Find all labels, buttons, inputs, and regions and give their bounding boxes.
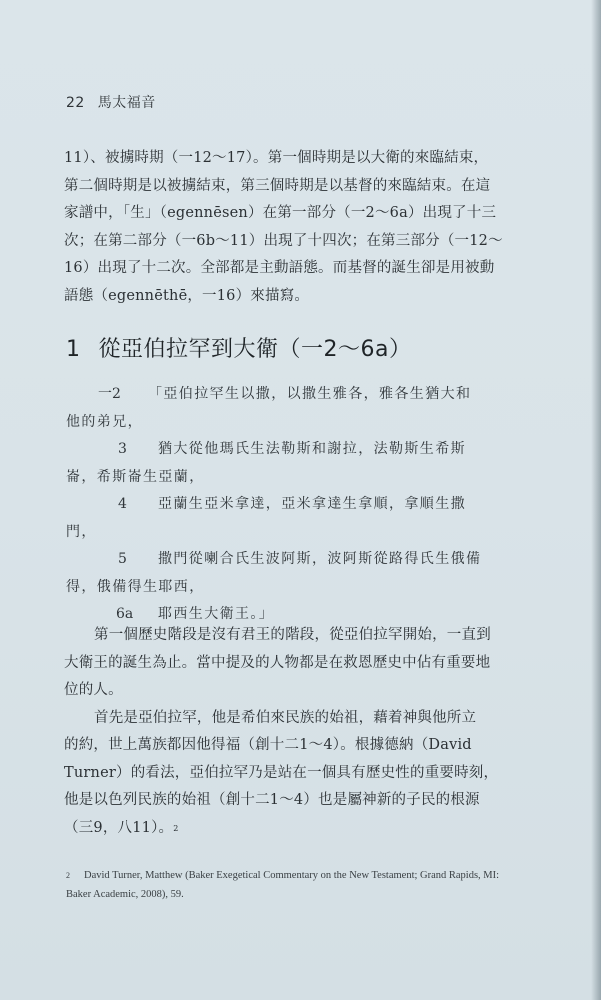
verse-line	[66, 546, 544, 574]
section-title-text: 從亞伯拉罕到大衛（一2～6a）	[98, 337, 412, 362]
text-line-content: （三9，八11）。	[64, 819, 174, 836]
text-line: 16）出現了十二次。全部都是主動語態。而基督的誕生卻是用被動	[64, 260, 495, 276]
footnote-reference[interactable]: 2	[173, 823, 179, 833]
verse-line	[66, 491, 544, 519]
footnote-text: David Turner, Matthew (Baker Exegetical Commentary on the New Testament; Grand Rapids, MI:	[84, 870, 500, 881]
text-line: 位的人。	[64, 682, 123, 698]
book-title: 馬太福音	[97, 95, 156, 111]
text-line: 語態（egennēthē，一16）來描寫。	[64, 287, 310, 304]
verse-line	[66, 381, 544, 409]
text-line: 家譜中，「生」（egennēsen）在第一部分（一2～6a）出現了十三	[64, 205, 497, 221]
verse-text: 「亞伯拉罕生以撒，以撒生雅各，雅各生猶大和	[148, 386, 472, 402]
text-line: 首先是亞伯拉罕，他是希伯來民族的始祖，藉着神與他所立	[94, 709, 477, 726]
verse-text: 猶大從他瑪氏生法勒斯和謝拉，法勒斯生希斯	[158, 441, 466, 457]
verse-text: 撒門從喇合氏生波阿斯，波阿斯從路得氏生俄備	[158, 551, 482, 567]
section-number: 1	[66, 337, 81, 362]
verse-line	[66, 436, 544, 464]
text-line: 的約，世上萬族都因他得福（創十二1～4）。根據德納（David	[64, 737, 472, 753]
verse-line: 崙，希斯崙生亞蘭，	[66, 468, 205, 485]
footnote-mark: 2	[66, 871, 70, 880]
text-line	[64, 815, 544, 843]
text-line: 第二個時期是以被擄結束，第三個時期是以基督的來臨結束。在這	[64, 177, 491, 194]
verse-line: 得，俄備得生耶西，	[66, 578, 205, 595]
footnote-line	[66, 866, 546, 885]
verse-number: 5	[118, 551, 127, 567]
text-line: 大衛王的誕生為止。當中提及的人物都是在救恩歷史中佔有重要地	[64, 654, 491, 671]
text-line: 11）、被擄時期（一12～17）。第一個時期是以大衛的來臨結束，	[64, 150, 489, 166]
verse-number: 一2	[98, 386, 121, 402]
page-edge-shadow	[591, 0, 601, 1000]
text-line: 他是以色列民族的始祖（創十二1～4）也是屬神新的子民的根源	[64, 792, 480, 808]
verse-line: 門，	[66, 523, 97, 540]
text-line: 次；在第二部分（一6b～11）出現了十四次；在第三部分（一12～	[64, 232, 503, 249]
verse-number: 4	[118, 496, 127, 512]
text-line: Turner）的看法，亞伯拉罕乃是站在一個具有歷史性的重要時刻，	[64, 764, 499, 781]
footnote	[66, 866, 546, 904]
verse-number: 6a	[116, 606, 134, 622]
footnote-line: Baker Academic, 2008), 59.	[66, 889, 184, 900]
page-number: 22	[66, 95, 85, 111]
text-line: 第一個歷史階段是沒有君王的階段，從亞伯拉罕開始，一直到	[94, 627, 491, 643]
verse-text: 耶西生大衛王。」	[158, 606, 275, 622]
verse-number: 3	[118, 441, 127, 457]
running-header	[66, 92, 156, 112]
section-heading	[66, 332, 411, 363]
verse-text: 亞蘭生亞米拿達，亞米拿達生拿順，拿順生撒	[158, 496, 466, 512]
verse-line: 他的弟兄，	[66, 413, 143, 430]
